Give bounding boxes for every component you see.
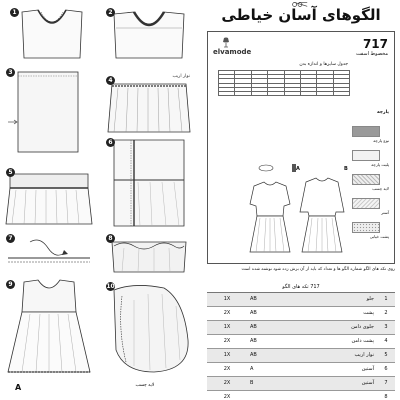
step-3-illustration [4,66,94,156]
step-number: 9 [6,280,15,289]
step-10-illustration [104,280,194,376]
size-table-title: جدول سایزها و اندازه بدن [299,62,348,67]
fabric-label: نوع پارچه [373,138,389,143]
step-number: 8 [106,234,115,243]
step-4-illustration [104,74,194,136]
step-10 [104,280,194,376]
step-number: 2 [106,8,115,17]
pieces-table-title: 717 تکه های الگو [207,282,395,292]
pieces-instructions: روی تکه های الگو شماره الگو ها و تعداد که باید از آن برش زده شود نوشته شده است [241,267,395,272]
bottom-caption: لایه چسب [135,383,155,388]
fabric-swatch [352,126,380,137]
step-5 [4,166,94,226]
table-row: 2X AB پشت 2 [207,306,395,320]
step-2 [104,6,194,62]
step-number: 1 [10,8,19,17]
table-row: 2X B آستین 7 [207,376,395,390]
step-5-illustration [4,166,94,226]
step-1-illustration [8,6,96,62]
table-row: 2X A آستین 6 [207,362,395,376]
step-6 [104,136,194,228]
view-letter-b: B [344,166,348,172]
table-row: 1X AB نوار اریب 5 [207,348,395,362]
step-2-illustration [104,6,194,62]
dress-form-icon [220,37,232,48]
pattern-sheet [201,0,400,400]
step-7 [4,232,94,272]
model-name: مخصوط اسفت [355,51,388,57]
step-9-illustration [4,278,94,376]
brand-title: الگوهای آسان خیاطی [221,6,381,24]
dress-views-illustration [240,160,346,260]
step-number: 5 [6,168,15,177]
brand-logo: elvamode [213,48,252,56]
fabric-label: آستر [381,210,389,215]
step-8-illustration [104,232,194,276]
step-9 [4,278,94,376]
table-row: 1X AB جلو 1 [207,292,395,306]
step-4-caption: نوار اریب [172,74,190,79]
pattern-card [207,31,395,264]
step-8 [104,232,194,276]
bottom-letter: A [15,383,22,392]
step-6-illustration [104,136,194,228]
table-row: 2X 8 [207,390,395,400]
fabric-label: پشت خیابی [369,234,389,239]
table-row: 2X AB پشت دامن 4 [207,334,395,348]
fabric-swatch [352,150,380,161]
fabric-swatch [352,222,380,233]
table-row: 1X AB جلوی دامن 3 [207,320,395,334]
step-4 [104,74,194,136]
fabric-header: پارچه [377,110,389,115]
step-7-illustration [4,232,94,272]
fabric-swatch [352,198,380,209]
pieces-table-header [207,282,395,292]
size-table [218,70,350,96]
step-number: 10 [106,283,115,290]
view-letter-a: A [296,166,300,172]
step-number: 4 [106,76,115,85]
fabric-label: پلیت پارچه [371,162,389,167]
step-number: 3 [6,68,15,77]
model-code: 717 [362,37,388,51]
step-number: 6 [106,138,115,147]
fabric-swatch [352,174,380,185]
pieces-table [207,282,395,400]
step-3 [4,66,94,156]
step-1 [8,6,96,62]
fabric-label: لایه چسب [372,186,389,191]
step-number: 7 [6,234,15,243]
